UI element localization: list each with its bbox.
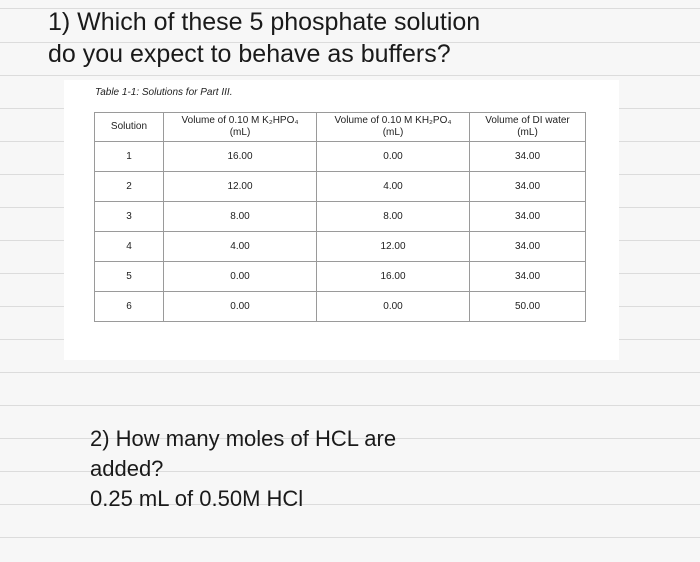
header-k2hpo4: [164, 113, 317, 142]
question-2-line-1: 2) How many moles of HCL are: [90, 426, 397, 451]
solutions-table: [94, 112, 586, 322]
cell-kh2po4: 0.00: [317, 292, 470, 322]
cell-kh2po4: 4.00: [317, 172, 470, 202]
question-2-line-2: added?: [90, 456, 164, 481]
table-row: [95, 262, 586, 292]
cell-water: 34.00: [470, 232, 586, 262]
cell-water: 34.00: [470, 142, 586, 172]
question-2-answer: 0.25 mL of 0.50M HCl: [90, 486, 304, 511]
question-1-line-2: do you expect to behave as buffers?: [48, 40, 451, 68]
cell-solution: 1: [95, 142, 164, 172]
header-water-line-1: Volume of DI water: [485, 115, 570, 126]
header-water: [470, 113, 586, 142]
table-row: [95, 202, 586, 232]
cell-water: 50.00: [470, 292, 586, 322]
cell-water: 34.00: [470, 172, 586, 202]
cell-k2hpo4: 16.00: [164, 142, 317, 172]
header-kh2po4-line-1: Volume of 0.10 M KH₂PO₄: [334, 115, 452, 126]
table-header-row: [95, 113, 586, 142]
cell-kh2po4: 0.00: [317, 142, 470, 172]
header-solution: Solution: [95, 113, 164, 142]
cell-kh2po4: 12.00: [317, 232, 470, 262]
question-1: [48, 6, 480, 70]
cell-k2hpo4: 4.00: [164, 232, 317, 262]
cell-water: 34.00: [470, 262, 586, 292]
header-kh2po4: [317, 113, 470, 142]
header-k2hpo4-line-1: Volume of 0.10 M K₂HPO₄: [181, 115, 299, 126]
table-row: [95, 232, 586, 262]
table-row: [95, 172, 586, 202]
cell-kh2po4: 8.00: [317, 202, 470, 232]
question-2: [90, 424, 396, 514]
table-row: [95, 292, 586, 322]
cell-k2hpo4: 0.00: [164, 262, 317, 292]
cell-solution: 6: [95, 292, 164, 322]
cell-solution: 4: [95, 232, 164, 262]
cell-solution: 3: [95, 202, 164, 232]
header-water-line-2: (mL): [517, 127, 538, 138]
table-row: [95, 142, 586, 172]
table-figure: [64, 80, 619, 360]
header-k2hpo4-line-2: (mL): [229, 127, 251, 138]
table-caption: Table 1-1: Solutions for Part III.: [95, 87, 233, 98]
cell-water: 34.00: [470, 202, 586, 232]
cell-solution: 5: [95, 262, 164, 292]
header-kh2po4-line-2: (mL): [382, 127, 404, 138]
cell-solution: 2: [95, 172, 164, 202]
cell-kh2po4: 16.00: [317, 262, 470, 292]
cell-k2hpo4: 8.00: [164, 202, 317, 232]
question-1-line-1: 1) Which of these 5 phosphate solution: [48, 8, 481, 36]
cell-k2hpo4: 12.00: [164, 172, 317, 202]
cell-k2hpo4: 0.00: [164, 292, 317, 322]
